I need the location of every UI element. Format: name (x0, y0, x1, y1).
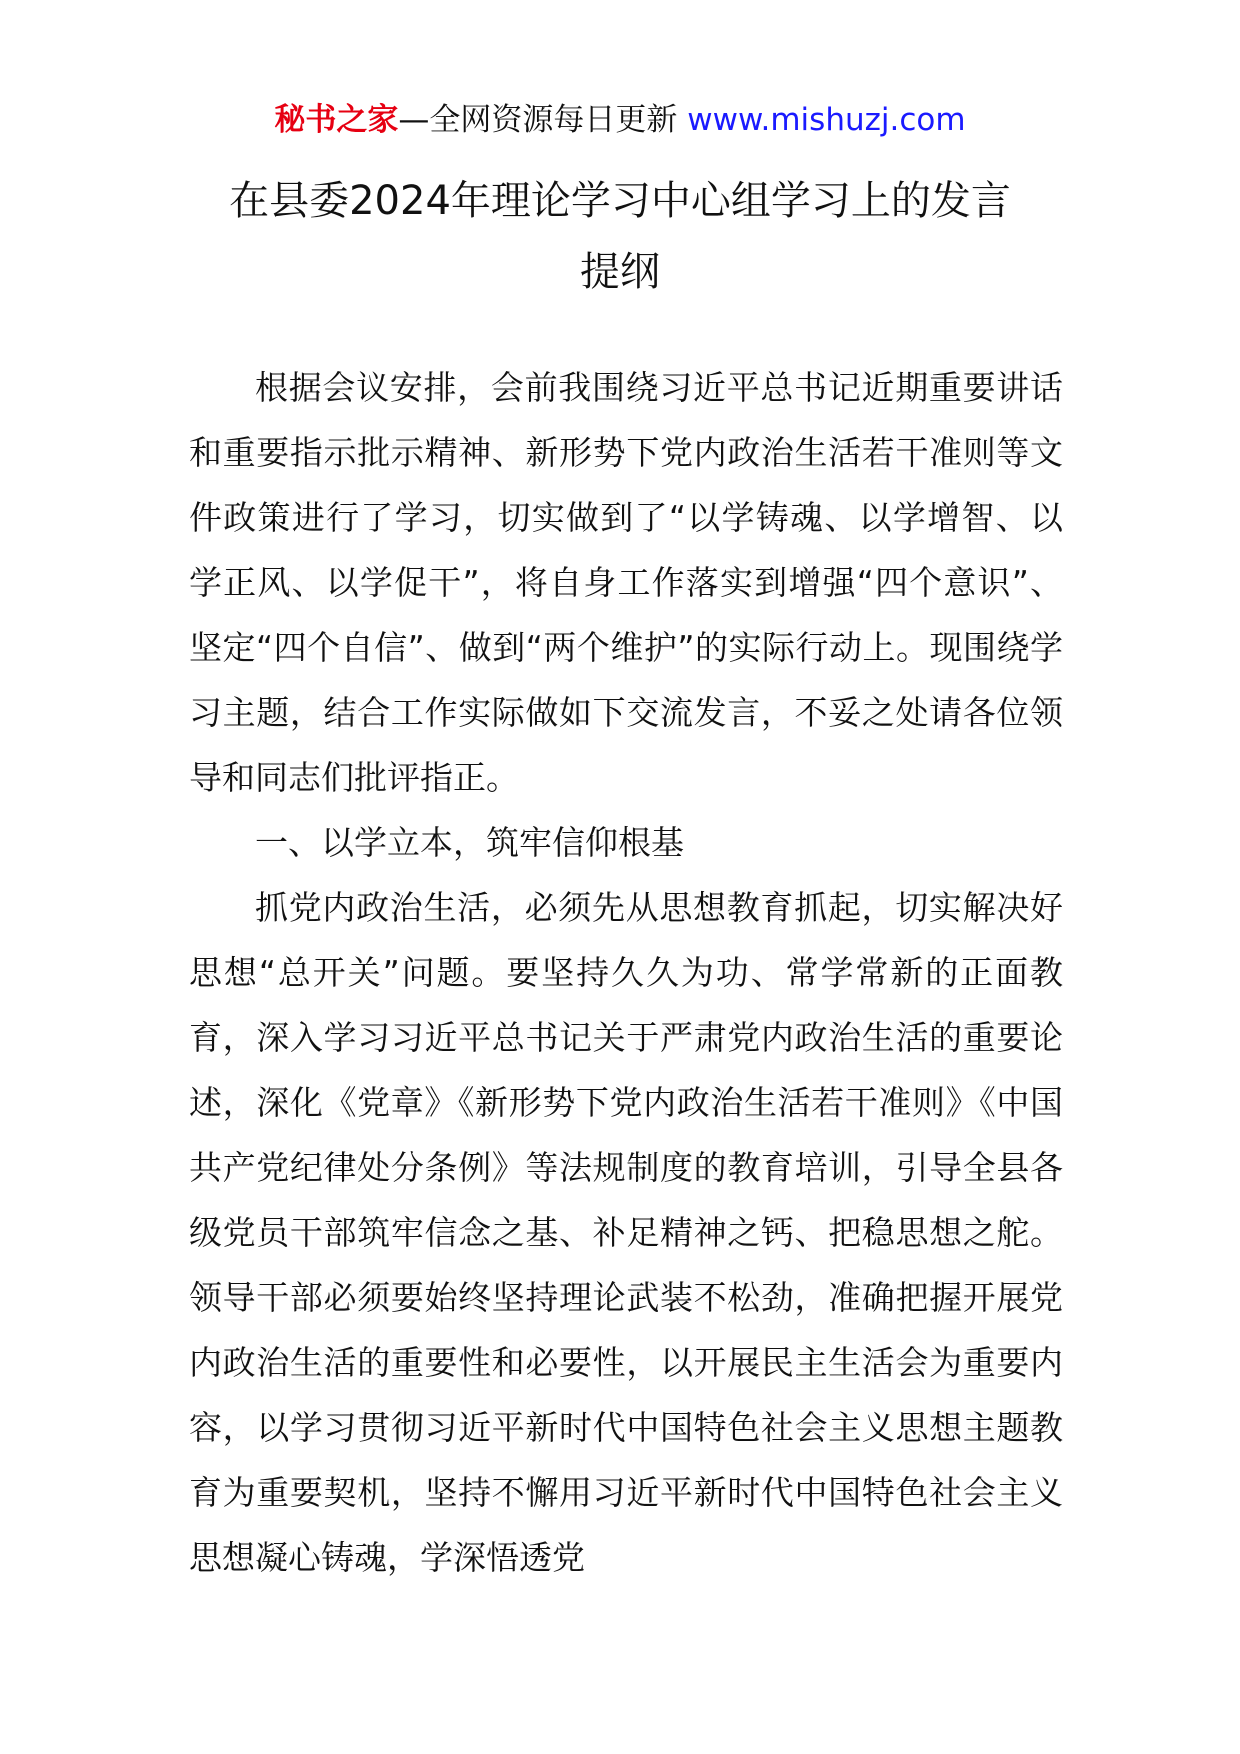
title-line-1: 在县委2024年理论学习中心组学习上的发言 (229, 178, 1011, 224)
section-heading-1: 一、以学立本，筑牢信仰根基 (255, 823, 684, 862)
title-line-2: 提纲 (580, 249, 660, 295)
header-slogan: —全网资源每日更新 (398, 102, 678, 138)
section-1-paragraph: 抓党内政治生活，必须先从思想教育抓起，切实解决好思想“总开关”问题。要坚持久久为功、常学常新的正面教育，深入学习习近平总书记关于严肃党内政治生活的重要论述，深化《党章》《新形势下党内政治生活若干准则》《中国共产党纪律处分条例》等法规制度的教育培训，引导全县各级党员干部筑牢信念之基、补足精神之钙、把稳思想之舵。领导干部必须要始终坚持理论武装不松劲，准确把握开展党内政治生活的重要性和必要性，以开展民主生活会为重要内容，以学习贯彻习近平新时代中国特色社会主义思想主题教育为重要契机，坚持不懈用习近平新时代中国特色社会主义思想凝心铸魂，学深悟透党 (189, 888, 1063, 1577)
watermark-header (0, 100, 1240, 140)
intro-paragraph: 根据会议安排，会前我围绕习近平总书记近期重要讲话和重要指示批示精神、新形势下党内政治生活若干准则等文件政策进行了学习，切实做到了“以学铸魂、以学增智、以学正风、以学促干”，将自身工作落实到增强“四个意识”、坚定“四个自信”、做到“两个维护”的实际行动上。现围绕学习主题，结合工作实际做如下交流发言，不妥之处请各位领导和同志们批评指正。 (189, 368, 1063, 797)
document-body (189, 355, 1063, 1590)
document-title (190, 166, 1050, 308)
brand-name: 秘书之家 (274, 102, 399, 138)
site-url-link[interactable]: www.mishuzj.com (687, 102, 966, 138)
